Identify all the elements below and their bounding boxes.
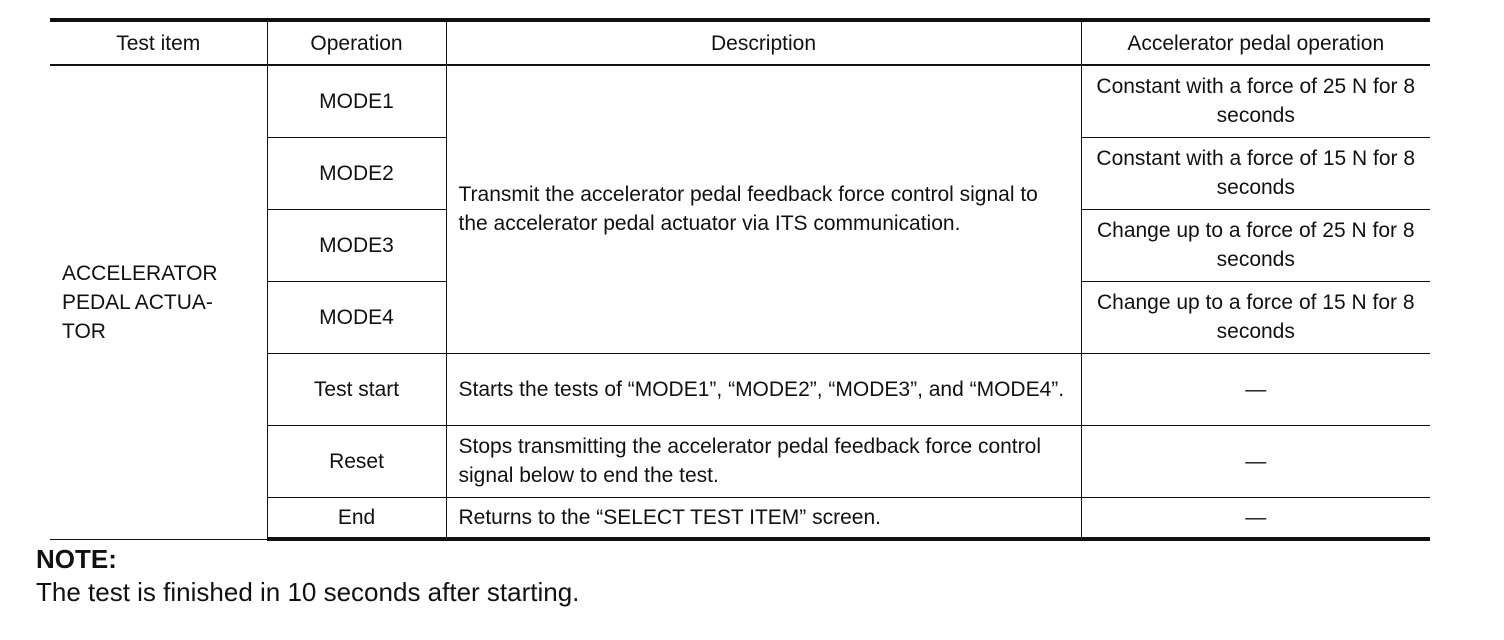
operation-cell: MODE4 <box>267 281 446 353</box>
pedal-operation-cell: — <box>1081 353 1430 425</box>
test-item-name: ACCELERATOR PEDAL ACTUA-TOR <box>62 261 218 343</box>
operation-cell: Reset <box>267 425 446 497</box>
header-pedal-operation: Accelerator pedal operation <box>1081 20 1430 65</box>
header-test-item: Test item <box>50 20 267 65</box>
operation-cell: MODE2 <box>267 137 446 209</box>
note-title: NOTE: <box>36 544 117 574</box>
shared-description-cell: Transmit the accelerator pedal feedback force control signal to the accelerator pedal actuator via ITS communication. <box>446 65 1081 353</box>
test-item-cell <box>50 65 267 539</box>
pedal-operation-cell: — <box>1081 425 1430 497</box>
pedal-operation-cell: Constant with a force of 25 N for 8 seconds <box>1081 65 1430 137</box>
operation-cell: MODE1 <box>267 65 446 137</box>
pedal-operation-cell: — <box>1081 497 1430 539</box>
table-row <box>50 65 1430 137</box>
pedal-operation-cell: Change up to a force of 25 N for 8 seconds <box>1081 209 1430 281</box>
description-cell: Stops transmitting the accelerator pedal feedback force control signal below to end the test. <box>446 425 1081 497</box>
note-block <box>36 543 579 609</box>
test-item-table <box>50 18 1430 541</box>
note-text: The test is finished in 10 seconds after starting. <box>36 577 580 607</box>
description-cell: Returns to the “SELECT TEST ITEM” screen. <box>446 497 1081 539</box>
description-cell: Starts the tests of “MODE1”, “MODE2”, “MODE3”, and “MODE4”. <box>446 353 1081 425</box>
header-description: Description <box>446 20 1081 65</box>
table-header-row <box>50 20 1430 65</box>
pedal-operation-cell: Constant with a force of 15 N for 8 seconds <box>1081 137 1430 209</box>
operation-cell: End <box>267 497 446 539</box>
operation-cell: MODE3 <box>267 209 446 281</box>
operation-cell: Test start <box>267 353 446 425</box>
header-operation: Operation <box>267 20 446 65</box>
pedal-operation-cell: Change up to a force of 15 N for 8 seconds <box>1081 281 1430 353</box>
